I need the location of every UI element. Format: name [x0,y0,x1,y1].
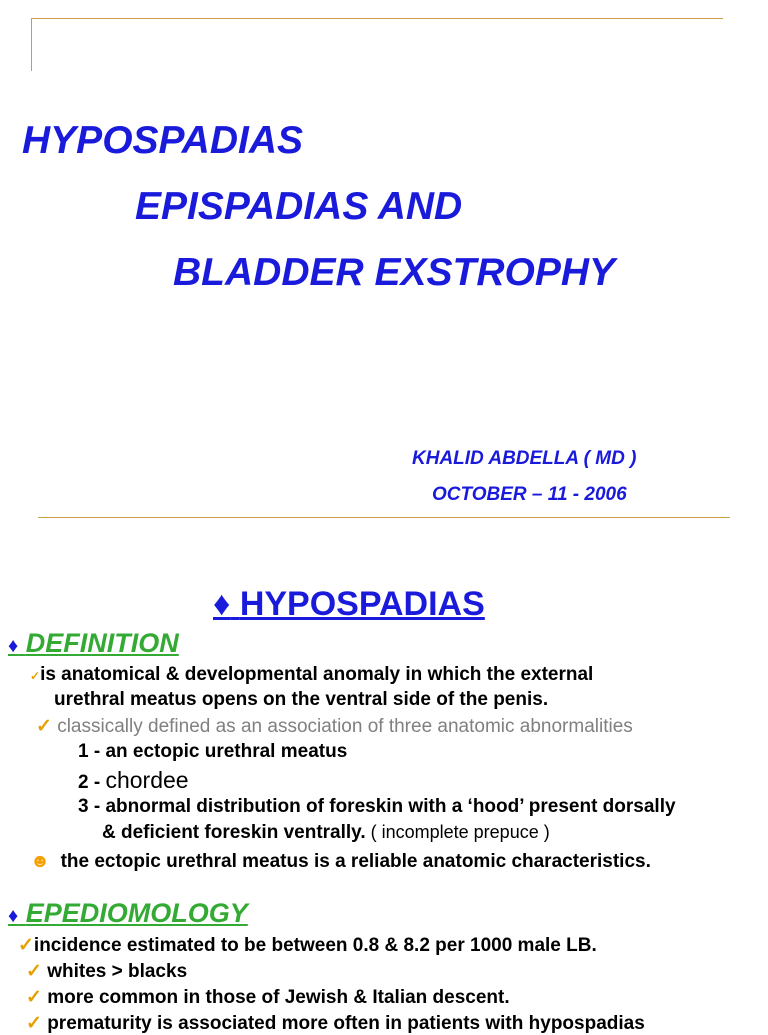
numbered-item-1 [78,741,347,763]
section-title [213,585,485,624]
epidemiology-item-3-text: more common in those of Jewish & Italian descent. [47,987,510,1008]
author-name: KHALID ABDELLA ( MD ) [412,448,637,469]
definition-heading [8,628,179,659]
definition-item-2 [36,715,633,738]
diamond-icon: ♦ [213,585,231,623]
smiley-icon: ☻ [30,851,50,872]
numbered-item-3-text: abnormal distribution of foreskin with a ‘hood’ present dorsally [105,796,676,817]
numbered-item-2-num: 2 - [78,772,101,793]
epidemiology-item-4-text: prematurity is associated more often in patients with hypospadias [47,1013,645,1034]
numbered-item-2 [78,767,189,794]
check-icon: ✓ [30,669,41,683]
epidemiology-item-2 [26,960,187,983]
definition-note-text: the ectopic urethral meatus is a reliable anatomic characteristics. [60,851,651,872]
definition-item-1-cont: urethral meatus opens on the ventral side of the penis. [54,689,549,710]
presentation-date: OCTOBER – 11 - 2006 [432,484,627,505]
definition-heading-text: DEFINITION [25,628,179,658]
numbered-item-1-text: an ectopic urethral meatus [105,741,348,762]
numbered-item-3 [78,796,676,818]
definition-item-2-text: classically defined as an association of three anatomic abnormalities [57,716,633,737]
check-icon: ✓ [36,716,52,737]
title-line-1: HYPOSPADIAS [22,119,303,162]
numbered-item-1-num: 1 - [78,741,101,762]
left-border-line [31,18,32,71]
definition-item-1 [30,664,593,686]
epidemiology-item-2-text: whites > blacks [47,961,188,982]
epidemiology-heading-text: EPEDIOMOLOGY [25,898,248,928]
epidemiology-item-3 [26,986,510,1009]
check-icon: ✓ [26,987,42,1008]
title-line-3: BLADDER EXSTROPHY [173,251,616,294]
definition-item-1-text: is anatomical & developmental anomaly in which the external [40,664,594,685]
check-icon: ✓ [26,1013,42,1034]
title-line-2: EPISPADIAS AND [135,185,463,228]
epidemiology-heading [8,898,248,929]
numbered-item-2-text: chordee [105,767,189,793]
diamond-icon: ♦ [8,905,19,927]
diamond-icon: ♦ [8,635,19,657]
slide-divider-line [38,517,730,518]
definition-note [30,851,651,873]
numbered-item-3-num: 3 - [78,796,101,817]
epidemiology-item-1 [18,934,597,957]
epidemiology-item-1-text: incidence estimated to be between 0.8 & 8.2 per 1000 male LB. [33,935,597,956]
numbered-item-3-cont-paren: ( incomplete prepuce ) [365,822,550,842]
check-icon: ✓ [26,961,42,982]
top-border-line [31,18,723,19]
numbered-item-3-cont [102,822,550,844]
check-icon: ✓ [18,935,34,956]
section-title-text: HYPOSPADIAS [239,585,485,623]
numbered-item-3-cont-bold: & deficient foreskin ventrally. [102,822,366,843]
